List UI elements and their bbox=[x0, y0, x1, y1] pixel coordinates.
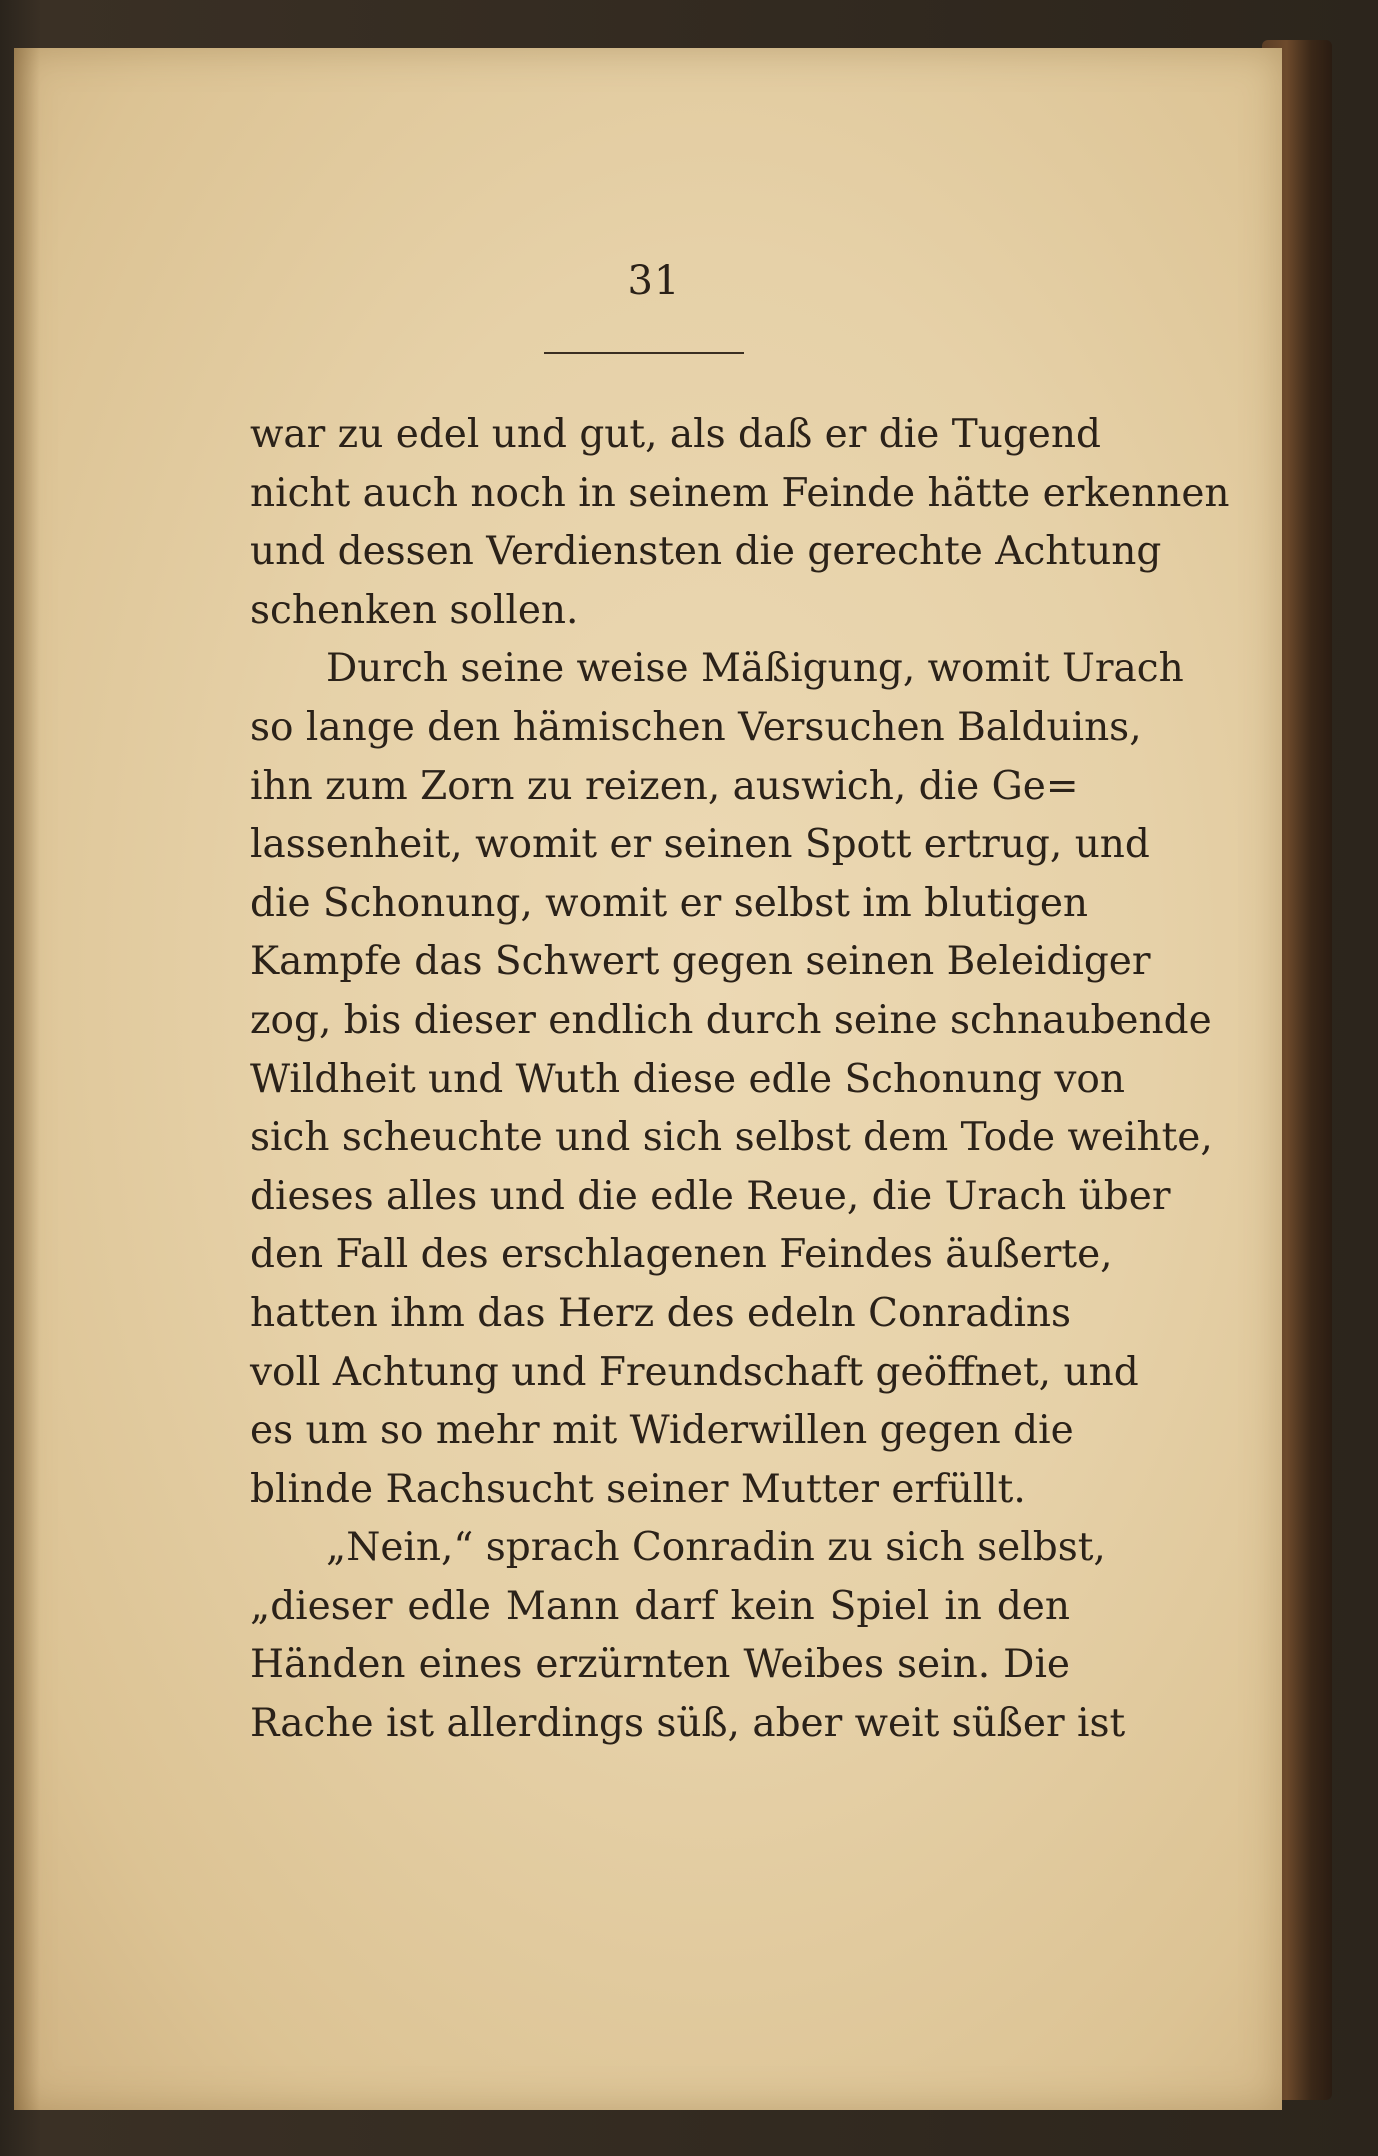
text-line: voll Achtung und Freundschaft geöffnet, und bbox=[250, 1349, 1139, 1395]
text-line: so lange den hämischen Versuchen Balduins, bbox=[250, 704, 1142, 750]
text-line: schenken sollen. bbox=[250, 587, 579, 633]
text-line: „Nein,“ sprach Conradin zu sich selbst, bbox=[326, 1525, 1106, 1571]
text-line: es um so mehr mit Widerwillen gegen die bbox=[250, 1408, 1074, 1454]
text-line: nicht auch noch in seinem Feinde hätte erkennen bbox=[250, 470, 1230, 516]
text-line: hatten ihm das Herz des edeln Conradins bbox=[250, 1290, 1072, 1336]
text-line: sich scheuchte und sich selbst dem Tode weihte, bbox=[250, 1115, 1213, 1161]
text-line: Händen eines erzürnten Weibes sein. Die bbox=[250, 1642, 1070, 1688]
text-line: ihn zum Zorn zu reizen, auswich, die Ge= bbox=[250, 763, 1079, 809]
text-line: Kampfe das Schwert gegen seinen Beleidiger bbox=[250, 939, 1151, 985]
text-line: zog, bis dieser endlich durch seine schnaubende bbox=[250, 997, 1212, 1043]
body-text bbox=[250, 406, 1230, 1754]
text-line: dieses alles und die edle Reue, die Urach über bbox=[250, 1173, 1171, 1219]
page-number-rule bbox=[544, 352, 744, 354]
text-line: Rache ist allerdings süß, aber weit süßer ist bbox=[250, 1701, 1126, 1747]
text-line: blinde Rachsucht seiner Mutter erfüllt. bbox=[250, 1466, 1026, 1512]
page-number: 31 bbox=[627, 258, 681, 304]
text-line: „dieser edle Mann darf kein Spiel in den bbox=[250, 1583, 1070, 1629]
text-line: und dessen Verdiensten die gerechte Achtung bbox=[250, 529, 1162, 575]
text-line: lassenheit, womit er seinen Spott ertrug, und bbox=[250, 822, 1150, 868]
text-line: die Schonung, womit er selbst im blutigen bbox=[250, 880, 1089, 926]
book-page bbox=[14, 48, 1282, 2110]
text-line: den Fall des erschlagenen Feindes äußerte, bbox=[250, 1232, 1113, 1278]
text-line: Wildheit und Wuth diese edle Schonung von bbox=[250, 1056, 1125, 1102]
text-line: Durch seine weise Mäßigung, womit Urach bbox=[326, 646, 1184, 692]
text-line: war zu edel und gut, als daß er die Tugend bbox=[250, 412, 1101, 457]
